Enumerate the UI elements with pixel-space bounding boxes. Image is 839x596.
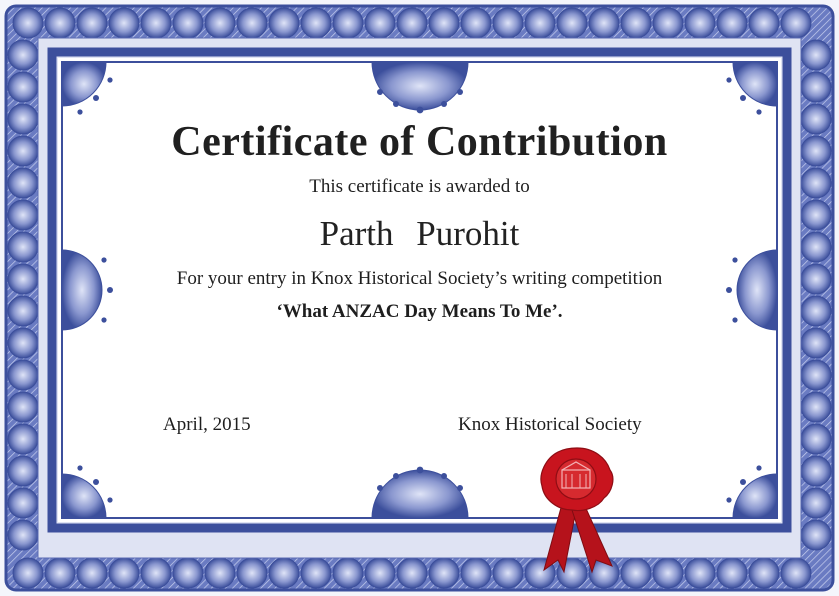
certificate-title: Certificate of Contribution (171, 119, 668, 165)
awarded-to-text: This certificate is awarded to (309, 176, 530, 197)
issuer-name: Knox Historical Society (458, 414, 642, 435)
wax-seal-icon (532, 444, 622, 574)
competition-title: ‘What ANZAC Day Means To Me’. (276, 301, 563, 322)
entry-description: For your entry in Knox Historical Society’s writing competition (176, 268, 663, 289)
recipient-name: Parth Purohit (319, 214, 520, 253)
award-date: April, 2015 (163, 414, 251, 435)
